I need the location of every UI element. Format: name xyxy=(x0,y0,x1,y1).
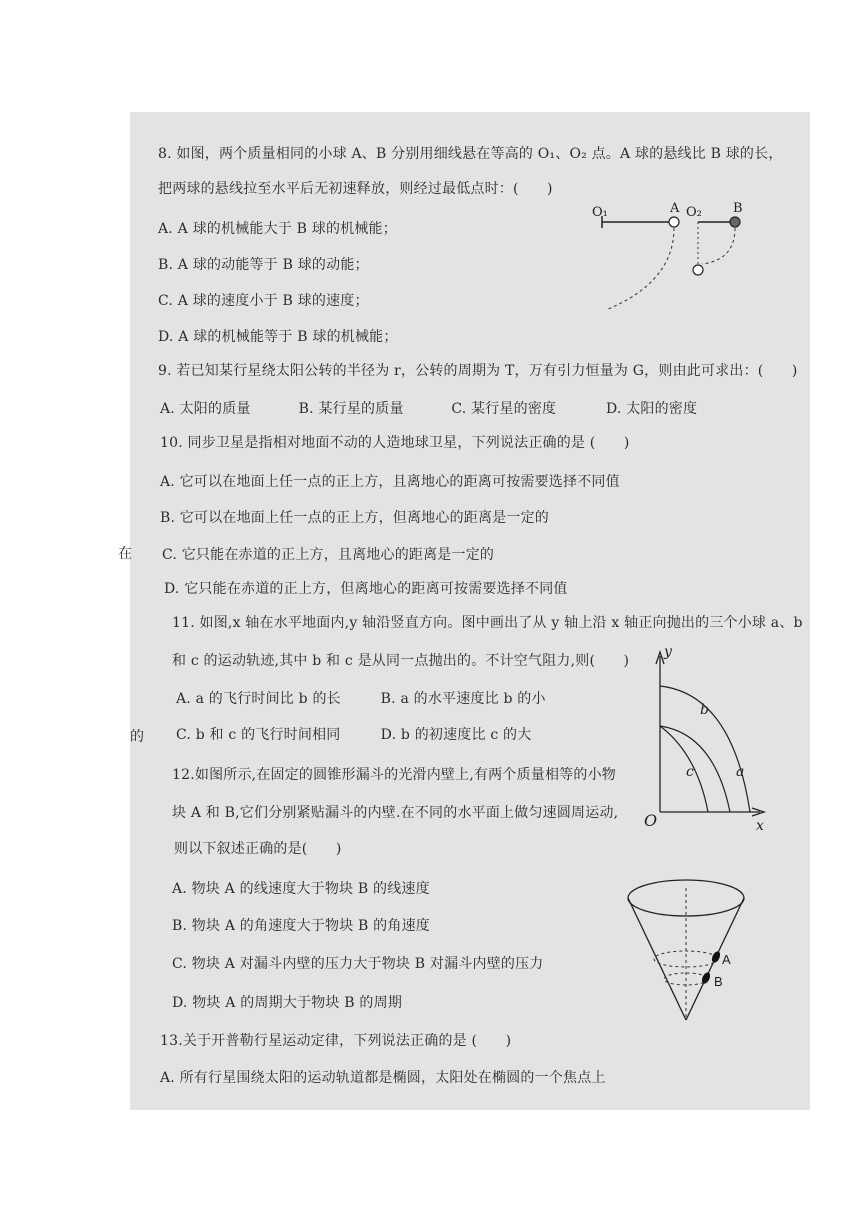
q11-option-b: B. a 的水平速度比 b 的小 xyxy=(380,691,546,707)
q11-options-row2 xyxy=(176,726,531,744)
label-block-a: A xyxy=(722,952,731,967)
trajectory-figure xyxy=(642,644,772,834)
q8-option-d: D. A 球的机械能等于 B 球的机械能； xyxy=(158,329,398,345)
margin-char-1: 在 xyxy=(118,546,133,562)
label-o2: O₂ xyxy=(686,205,702,220)
q12-option-c: C. 物块 A 对漏斗内壁的压力大于物块 B 对漏斗内壁的压力 xyxy=(172,956,544,972)
ball-b xyxy=(730,217,740,227)
ball-b-path xyxy=(702,228,735,264)
q9-option-c: C. 某行星的密度 xyxy=(451,401,557,417)
label-y: y xyxy=(664,644,672,660)
q10-stem: 10. 同步卫星是指相对地面不动的人造地球卫星，下列说法正确的是 ( ) xyxy=(160,435,630,451)
label-x: x xyxy=(756,818,764,834)
q8-stem-line1: 8. 如图，两个质量相同的小球 A、B 分别用细线悬在等高的 O₁、O₂ 点。A 球的悬线比 B 球的长， xyxy=(158,146,783,162)
q13-stem: 13.关于开普勒行星运动定律，下列说法正确的是 ( ) xyxy=(160,1033,512,1049)
label-c-curve: c xyxy=(686,764,694,780)
q11-stem-line2: 和 c 的运动轨迹,其中 b 和 c 是从同一点抛出的。不计空气阻力,则( ) xyxy=(172,653,630,669)
q8-option-a: A. A 球的机械能大于 B 球的机械能； xyxy=(158,221,397,237)
q10-option-c: C. 它只能在赤道的正上方，且离地心的距离是一定的 xyxy=(162,547,495,563)
label-b-curve: b xyxy=(700,702,709,718)
q12-stem-line1: 12.如图所示,在固定的圆锥形漏斗的光滑内壁上,有两个质量相等的小物 xyxy=(172,767,616,783)
label-origin: O xyxy=(644,811,658,830)
ball-b-low xyxy=(693,265,703,275)
label-a-curve: a xyxy=(736,764,745,780)
label-b: B xyxy=(733,201,743,216)
q9-option-a: A. 太阳的质量 xyxy=(160,401,251,417)
label-block-b: B xyxy=(714,974,723,989)
trajectory-c xyxy=(660,726,708,812)
q9-option-d: D. 太阳的密度 xyxy=(605,401,698,417)
q8-option-b: B. A 球的动能等于 B 球的动能； xyxy=(158,257,369,273)
q8-stem-line2: 把两球的悬线拉至水平后无初速释放，则经过最低点时：( ) xyxy=(158,181,553,197)
ball-a-path xyxy=(606,228,674,310)
block-a xyxy=(710,950,721,964)
funnel-rim xyxy=(628,880,744,916)
q11-option-a: A. a 的飞行时间比 b 的长 xyxy=(176,691,341,707)
q10-option-a: A. 它可以在地面上任一点的正上方，且离地心的距离可按需要选择不同值 xyxy=(160,474,620,490)
q9-options xyxy=(160,400,697,418)
q10-option-b: B. 它可以在地面上任一点的正上方，但离地心的距离是一定的 xyxy=(160,510,549,526)
q12-option-b: B. 物块 A 的角速度大于物块 B 的角速度 xyxy=(172,918,430,934)
q11-options-row1 xyxy=(176,690,546,708)
pendulum-figure xyxy=(590,202,770,322)
q11-stem-line1: 11. 如图,x 轴在水平地面内,y 轴沿竖直方向。图中画出了从 y 轴上沿 x 轴正向抛出的三个小球 a、b xyxy=(172,615,803,631)
q11-option-c: C. b 和 c 的飞行时间相同 xyxy=(176,727,341,743)
q13-option-a: A. 所有行星围绕太阳的运动轨道都是椭圆，太阳处在椭圆的一个焦点上 xyxy=(160,1070,606,1086)
funnel-figure xyxy=(624,864,754,1024)
exam-paper-photo xyxy=(130,112,810,1110)
margin-char-2: 的 xyxy=(130,729,145,745)
q12-option-a: A. 物块 A 的线速度大于物块 B 的线速度 xyxy=(172,881,430,897)
q12-stem-line2: 块 A 和 B,它们分别紧贴漏斗的内壁.在不同的水平面上做匀速圆周运动, xyxy=(172,805,619,821)
label-o1: O₁ xyxy=(592,205,608,220)
q9-option-b: B. 某行星的质量 xyxy=(298,401,404,417)
q10-option-d: D. 它只能在赤道的正上方，但离地心的距离可按需要选择不同值 xyxy=(164,581,568,597)
ball-a xyxy=(669,217,679,227)
q8-option-c: C. A 球的速度小于 B 球的速度； xyxy=(158,293,369,309)
label-a: A xyxy=(670,201,680,216)
orbit-a xyxy=(654,951,718,967)
q12-stem-line3: 则以下叙述正确的是( ) xyxy=(174,841,342,857)
q12-option-d: D. 物块 A 的周期大于物块 B 的周期 xyxy=(172,995,403,1011)
q9-stem: 9. 若已知某行星绕太阳公转的半径为 r，公转的周期为 T，万有引力恒量为 G，则由此可求出：( ) xyxy=(158,363,798,379)
q11-option-d: D. b 的初速度比 c 的大 xyxy=(380,727,532,743)
